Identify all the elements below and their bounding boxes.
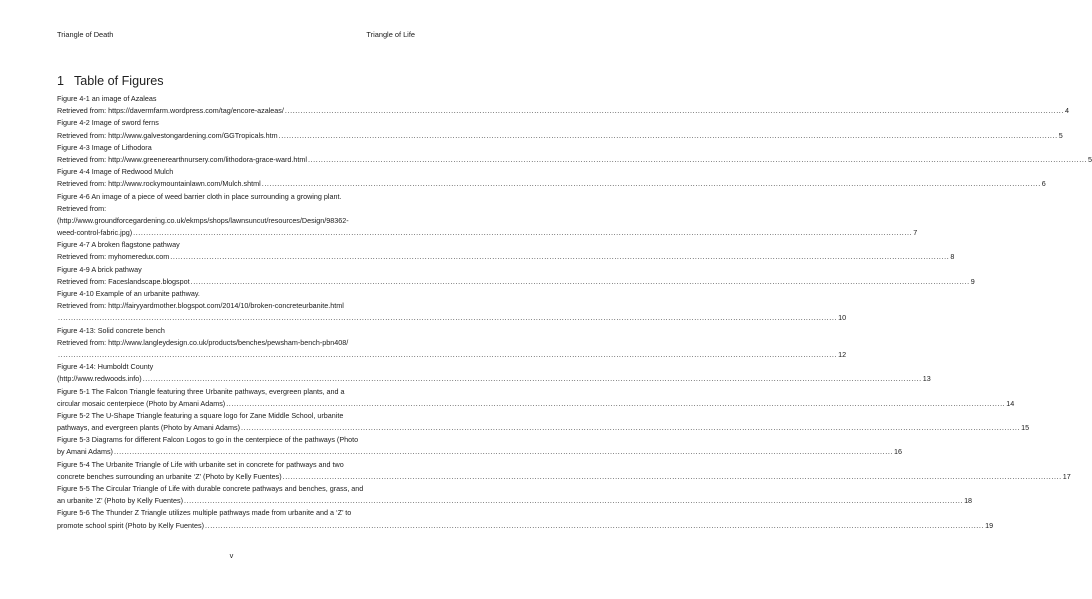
toc-entry-line: Figure 5-6 The Thunder Z Triangle utilizes multiple pathways made from urbanite and a ‘Z’ to xyxy=(57,508,352,518)
dot-leader: ............................................................................................................................................................................................................................................................................................................ xyxy=(241,423,1021,433)
entry-text: an urbanite ‘Z’ (Photo by Kelly Fuentes) xyxy=(57,496,183,506)
toc-entry-line: Figure 4-10 Example of an urbanite pathway. xyxy=(57,289,200,298)
toc-entry-line xyxy=(57,422,1030,434)
toc-entry-line: Figure 5-3 Diagrams for different Falcon Logos to go in the centerpiece of the pathways (Photo xyxy=(57,435,359,445)
toc-entry-line: Figure 4-6 An image of a piece of weed barrier cloth in place surrounding a growing plant. xyxy=(57,191,342,201)
toc-entry-line: Figure 5-1 The Falcon Triangle featuring three Urbanite pathways, evergreen plants, and a xyxy=(57,386,345,396)
heading-number: 1 xyxy=(57,74,65,88)
toc-entry-line xyxy=(57,251,955,263)
toc-entry-line xyxy=(57,105,1069,117)
dot-leader: ............................................................................................................................................................................................................................................................................................................ xyxy=(278,130,1058,140)
page-number: v xyxy=(229,551,234,560)
toc-entry-line: (http://www.groundforcegardening.co.uk/ekmps/shops/lawnsuncut/resources/Design/98362- xyxy=(57,215,349,225)
dot-leader: ............................................................................................................................................................................................................................................................................................................ xyxy=(226,398,1006,408)
entry-text: promote school spirit (Photo by Kelly Fuentes) xyxy=(57,520,205,530)
dot-leader: ............................................................................................................................................................................................................................................................................................................ xyxy=(113,447,894,457)
toc-entry-line: Figure 5-4 The Urbanite Triangle of Life with urbanite set in concrete for pathways and two xyxy=(57,459,344,469)
toc-entry-line: Figure 4-4 Image of Redwood Mulch xyxy=(57,167,174,177)
toc-entry-line xyxy=(57,276,975,288)
entry-page-number: 8 xyxy=(950,252,955,262)
entry-page-number: 13 xyxy=(922,374,931,384)
entry-text: concrete benches surrounding an urbanite ‘Z’ (Photo by Kelly Fuentes) xyxy=(57,471,282,481)
entry-page-number: 9 xyxy=(970,276,975,286)
entry-text: by Amani Adams) xyxy=(57,447,113,457)
header-left-title: Triangle of Death xyxy=(57,30,114,39)
dot-leader: ............................................................................................................................................................................................................................................................................................................ xyxy=(58,313,838,323)
entry-page-number: 16 xyxy=(894,447,903,457)
dot-leader: ............................................................................................................................................................................................................................................................................................................ xyxy=(307,154,1088,164)
heading-title: Table of Figures xyxy=(74,74,164,88)
entry-text: weed-control-fabric.jpg) xyxy=(57,228,133,238)
entry-page-number: 5 xyxy=(1088,154,1092,164)
entry-text: Retrieved from: https://davermfarm.wordpress.com/tag/encore-azaleas/ xyxy=(57,106,284,116)
toc-entry-line: Figure 4-9 A brick pathway xyxy=(57,264,142,274)
header-right-title: Triangle of Life xyxy=(366,30,415,39)
entry-page-number: 6 xyxy=(1041,179,1046,189)
entry-page-number: 19 xyxy=(985,520,994,530)
entry-text: Retrieved from: myhomeredux.com xyxy=(57,252,170,262)
entry-page-number: 14 xyxy=(1006,398,1015,408)
entry-text: Retrieved from: http://www.greenerearthnursery.com/lithodora-grace-ward.html xyxy=(57,154,307,164)
entry-page-number: 18 xyxy=(964,496,973,506)
table-of-figures xyxy=(57,93,1092,532)
toc-entry-line: Figure 4-14: Humboldt County xyxy=(57,362,154,372)
entry-page-number: 17 xyxy=(1062,471,1071,481)
toc-heading xyxy=(57,74,164,88)
entry-text: Retrieved from: http://www.galvestongardening.com/GGTropicals.htm xyxy=(57,130,278,140)
entry-text: circular mosaic centerpiece (Photo by Amani Adams) xyxy=(57,398,226,408)
toc-entry-line xyxy=(57,227,918,239)
dot-leader: ............................................................................................................................................................................................................................................................................................................ xyxy=(133,228,913,238)
entry-page-number: 7 xyxy=(913,228,918,238)
dot-leader: ............................................................................................................................................................................................................................................................................................................ xyxy=(205,520,985,530)
toc-entry-line xyxy=(57,446,903,458)
dot-leader: ............................................................................................................................................................................................................................................................................................................ xyxy=(261,179,1041,189)
dot-leader: ............................................................................................................................................................................................................................................................................................................ xyxy=(284,106,1064,116)
entry-page-number: 15 xyxy=(1021,423,1030,433)
dot-leader: ............................................................................................................................................................................................................................................................................................................ xyxy=(183,496,964,506)
toc-entry-line: Figure 4-3 Image of Lithodora xyxy=(57,142,152,152)
entry-text: Retrieved from: http://www.rockymountainlawn.com/Mulch.shtml xyxy=(57,179,261,189)
toc-entry-line: Figure 4-13: Solid concrete bench xyxy=(57,325,165,335)
entry-text: pathways, and evergreen plants (Photo by Amani Adams) xyxy=(57,423,240,433)
entry-page-number: 5 xyxy=(1058,130,1063,140)
toc-entry-line: Figure 4-2 Image of sword ferns xyxy=(57,118,159,128)
toc-entry-line: Figure 4-1 an image of Azaleas xyxy=(57,94,157,103)
dot-leader: ............................................................................................................................................................................................................................................................................................................ xyxy=(142,374,922,384)
toc-entry-line: Retrieved from: http://fairyyardmother.blogspot.com/2014/10/broken-concreteurbanite.html xyxy=(57,301,344,311)
dot-leader: ............................................................................................................................................................................................................................................................................................................ xyxy=(58,349,838,359)
toc-entry-line xyxy=(57,520,994,532)
toc-entry-line xyxy=(57,349,847,361)
dot-leader: ............................................................................................................................................................................................................................................................................................................ xyxy=(190,276,970,286)
toc-entry-line xyxy=(57,398,1015,410)
toc-entry-line xyxy=(57,471,1071,483)
toc-entry-line: Retrieved from: xyxy=(57,203,107,213)
toc-entry-line: Figure 5-2 The U-Shape Triangle featuring a square logo for Zane Middle School, urbanite xyxy=(57,410,344,420)
entry-text: (http://www.redwoods.info) xyxy=(57,374,142,384)
toc-entry-line xyxy=(57,495,973,507)
toc-entry-line xyxy=(57,373,931,385)
dot-leader: ............................................................................................................................................................................................................................................................................................................ xyxy=(282,471,1062,481)
toc-entry-line: Figure 5-5 The Circular Triangle of Life with durable concrete pathways and benches, grass, and xyxy=(57,484,364,493)
toc-entry-line xyxy=(57,312,847,324)
toc-entry-line xyxy=(57,130,1063,142)
dot-leader: ............................................................................................................................................................................................................................................................................................................ xyxy=(170,252,950,262)
entry-text: Retrieved from: Faceslandscape.blogspot xyxy=(57,276,190,286)
entry-page-number: 4 xyxy=(1064,106,1069,116)
toc-entry-line: Retrieved from: http://www.langleydesign.co.uk/products/benches/pewsham-bench-pbn408/ xyxy=(57,337,349,347)
toc-entry-line xyxy=(57,154,1092,166)
entry-page-number: 12 xyxy=(838,349,847,359)
entry-page-number: 10 xyxy=(838,313,847,323)
toc-entry-line: Figure 4-7 A broken flagstone pathway xyxy=(57,240,180,250)
toc-entry-line xyxy=(57,178,1046,190)
